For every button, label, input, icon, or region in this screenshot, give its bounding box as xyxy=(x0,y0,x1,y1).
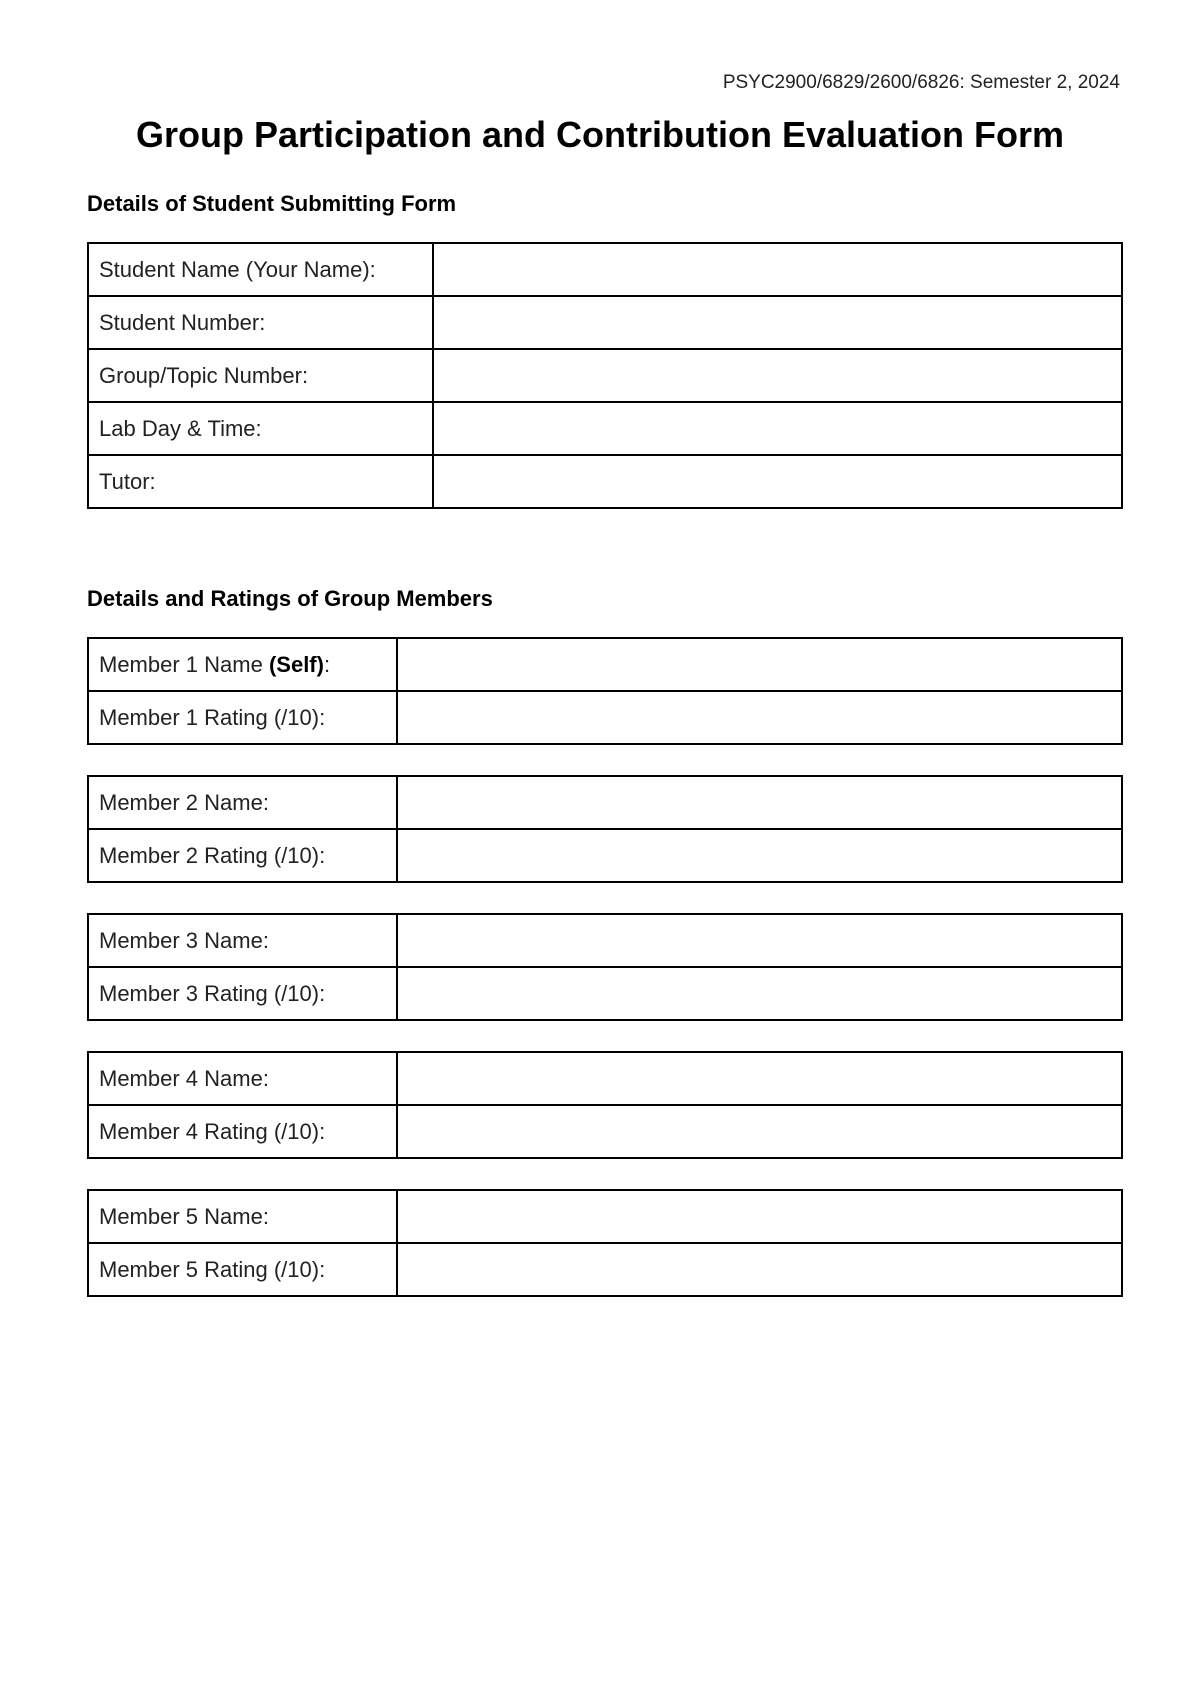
member-1-rating-row xyxy=(88,691,1122,744)
student-number-field[interactable] xyxy=(433,296,1122,349)
member-2-rating-label: Member 2 Rating (/10): xyxy=(88,829,397,882)
member-1-name-row xyxy=(88,638,1122,691)
group-topic-number-row xyxy=(88,349,1122,402)
member-4-rating-label: Member 4 Rating (/10): xyxy=(88,1105,397,1158)
member-2-rating-field[interactable] xyxy=(397,829,1122,882)
member-4-name-row xyxy=(88,1052,1122,1105)
member-1-name-label-suffix: : xyxy=(323,651,331,677)
member-3-name-row xyxy=(88,914,1122,967)
member-2-name-label: Member 2 Name: xyxy=(88,776,397,829)
member-3-rating-row xyxy=(88,967,1122,1020)
lab-day-time-label: Lab Day & Time: xyxy=(88,402,433,455)
member-4-name-label: Member 4 Name: xyxy=(88,1052,397,1105)
student-number-label: Student Number: xyxy=(88,296,433,349)
member-4-name-field[interactable] xyxy=(397,1052,1122,1105)
tutor-field[interactable] xyxy=(433,455,1122,508)
page-title: Group Participation and Contribution Evaluation Form xyxy=(135,114,1064,155)
member-5-rating-row xyxy=(88,1243,1122,1296)
student-number-row xyxy=(88,296,1122,349)
member-1-name-label xyxy=(88,638,397,691)
member-4-rating-field[interactable] xyxy=(397,1105,1122,1158)
member-5-rating-label: Member 5 Rating (/10): xyxy=(88,1243,397,1296)
member-2-rating-row xyxy=(88,829,1122,882)
member-1-name-label-text: Member 1 Name xyxy=(99,651,269,677)
lab-day-time-row xyxy=(88,402,1122,455)
member-2-table xyxy=(87,775,1123,883)
member-5-rating-field[interactable] xyxy=(397,1243,1122,1296)
student-name-field[interactable] xyxy=(433,243,1122,296)
group-members-heading: Details and Ratings of Group Members xyxy=(87,586,493,611)
member-1-table xyxy=(87,637,1123,745)
member-3-name-field[interactable] xyxy=(397,914,1122,967)
member-2-name-field[interactable] xyxy=(397,776,1122,829)
member-3-rating-label: Member 3 Rating (/10): xyxy=(88,967,397,1020)
lab-day-time-field[interactable] xyxy=(433,402,1122,455)
member-3-rating-field[interactable] xyxy=(397,967,1122,1020)
student-details-heading: Details of Student Submitting Form xyxy=(87,191,457,216)
student-details-table xyxy=(87,242,1123,509)
member-5-name-label: Member 5 Name: xyxy=(88,1190,397,1243)
tutor-label: Tutor: xyxy=(88,455,433,508)
group-topic-number-field[interactable] xyxy=(433,349,1122,402)
member-3-table xyxy=(87,913,1123,1021)
self-tag: (Self) xyxy=(268,651,324,677)
member-4-table xyxy=(87,1051,1123,1159)
member-5-name-field[interactable] xyxy=(397,1190,1122,1243)
student-name-row xyxy=(88,243,1122,296)
tutor-row xyxy=(88,455,1122,508)
member-2-name-row xyxy=(88,776,1122,829)
student-name-label: Student Name (Your Name): xyxy=(88,243,433,296)
member-1-rating-label: Member 1 Rating (/10): xyxy=(88,691,397,744)
member-5-name-row xyxy=(88,1190,1122,1243)
member-3-name-label: Member 3 Name: xyxy=(88,914,397,967)
course-reference: PSYC2900/6829/2600/6826: Semester 2, 2024 xyxy=(722,72,1120,93)
member-5-table xyxy=(87,1189,1123,1297)
member-4-rating-row xyxy=(88,1105,1122,1158)
member-1-rating-field[interactable] xyxy=(397,691,1122,744)
member-1-name-field[interactable] xyxy=(397,638,1122,691)
group-topic-number-label: Group/Topic Number: xyxy=(88,349,433,402)
